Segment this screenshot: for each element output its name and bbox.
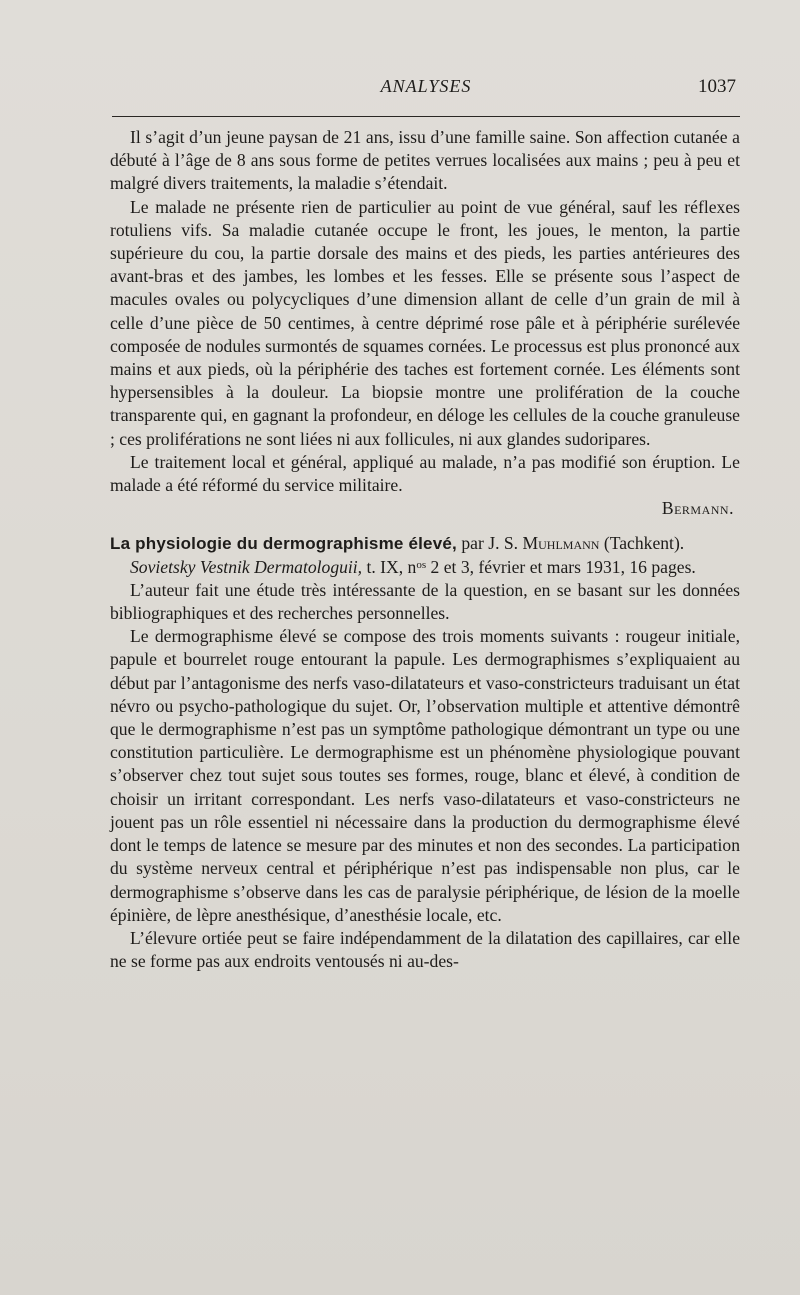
paragraph: Le malade ne présente rien de particulier au point de vue général, sauf les réflexes rotuliens vifs. Sa maladie cutanée occupe le front, les joues, le menton, la partie supérieure du cou, la partie dorsale des mains et des pieds, les parties antérieures des avant-bras et des jambes, les lombes et les fesses. Elle se présente sous l’aspect de macules ovales ou polycycliques d’une dimension allant de celle d’un grain de mil à celle d’une pièce de 50 centimes, à centre déprimé rose pâle et à périphérie surélevée composée de nodules surmontés de squames cornées. Le processus est plus prononcé aux mains et aux pieds, où la périphérie des taches est fortement cornée. Les éléments sont hypersensibles à la douleur. La biopsie montre une prolifération de la couche transparente qui, en gagnant la profondeur, en déloge les cellules de la couche granuleuse ; ces proliférations ne sont liées ni aux follicules, ni aux glandes sudoripares.: [110, 196, 740, 449]
page-number: 1037: [698, 76, 736, 97]
paragraph: L’élevure ortiée peut se faire indépendamment de la dilatation des capillaires, car elle ne se forme pas aux endroits ventousés ni au-des-: [110, 927, 740, 972]
citation-superscript: os: [416, 558, 427, 571]
citation: [110, 556, 740, 579]
abstract-title: La physiologie du dermographisme élevé,: [110, 534, 457, 554]
citation-volume: t. IX, n: [366, 556, 417, 577]
author-signature: Bermann.: [661, 498, 734, 519]
paragraph: Le dermographisme élevé se compose des trois moments suivants : rougeur initiale, papule et bourrelet rouge entourant la papule. Les dermographismes s’expliquaient au début par l’antagonisme des nerfs vaso-dilatateurs et vaso-constricteurs traduisant un état névro ou psycho-pathologique du sujet. Or, l’observation multiple et attentive démontrê que le dermographisme n’est pas un symptôme pathologique démontrant un type ou une constitution particulière. Le dermographisme est un phénomène physiologique pouvant s’observer chez tout sujet sous toutes ses formes, rouge, blanc et élevé, à condition de choisir un irritant correspondant. Les nerfs vaso-dilatateurs et vaso-constricteurs ne jouent pas un rôle essentiel ni nécessaire dans la production du dermographisme élevé dont le temps de latence se mesure par des minutes et non des secondes. La participation du système nerveux central et périphérique n’est pas indispensable non plus, car le dermographisme s’observe dans les cas de paralysie périphérique, de lésion de la moelle épinière, de lèpre anesthésique, d’anesthésie locale, etc.: [110, 626, 740, 925]
running-head: ANALYSES: [380, 76, 472, 96]
paragraph: Il s’agit d’un jeune paysan de 21 ans, issu d’une famille saine. Son affection cutanée a débuté à l’âge de 8 ans sous forme de petites verrues localisées aux mains ; peu à peu et malgré divers traitements, la maladie s’étendait.: [110, 127, 740, 194]
section-gap: [110, 520, 740, 532]
body-text: [110, 126, 740, 973]
header-rule: [112, 116, 740, 117]
paragraph: Le traitement local et général, appliqué au malade, n’a pas modifié son éruption. Le malade a été réformé du service militaire.: [110, 451, 740, 496]
citation-details: 2 et 3, février et mars 1931, 16 pages.: [430, 556, 696, 577]
page-header: [112, 76, 740, 106]
abstract-author: Muhlmann: [522, 533, 600, 554]
paragraph: L’auteur fait une étude très intéressante de la question, en se basant sur les données bibliographiques et des recherches personnelles.: [110, 579, 740, 624]
abstract-heading: [110, 532, 740, 555]
journal-name: Sovietsky Vestnik Dermatologuii,: [130, 556, 363, 577]
abstract-author-place: (Tachkent).: [603, 533, 685, 554]
abstract-by: par J. S.: [461, 533, 519, 554]
